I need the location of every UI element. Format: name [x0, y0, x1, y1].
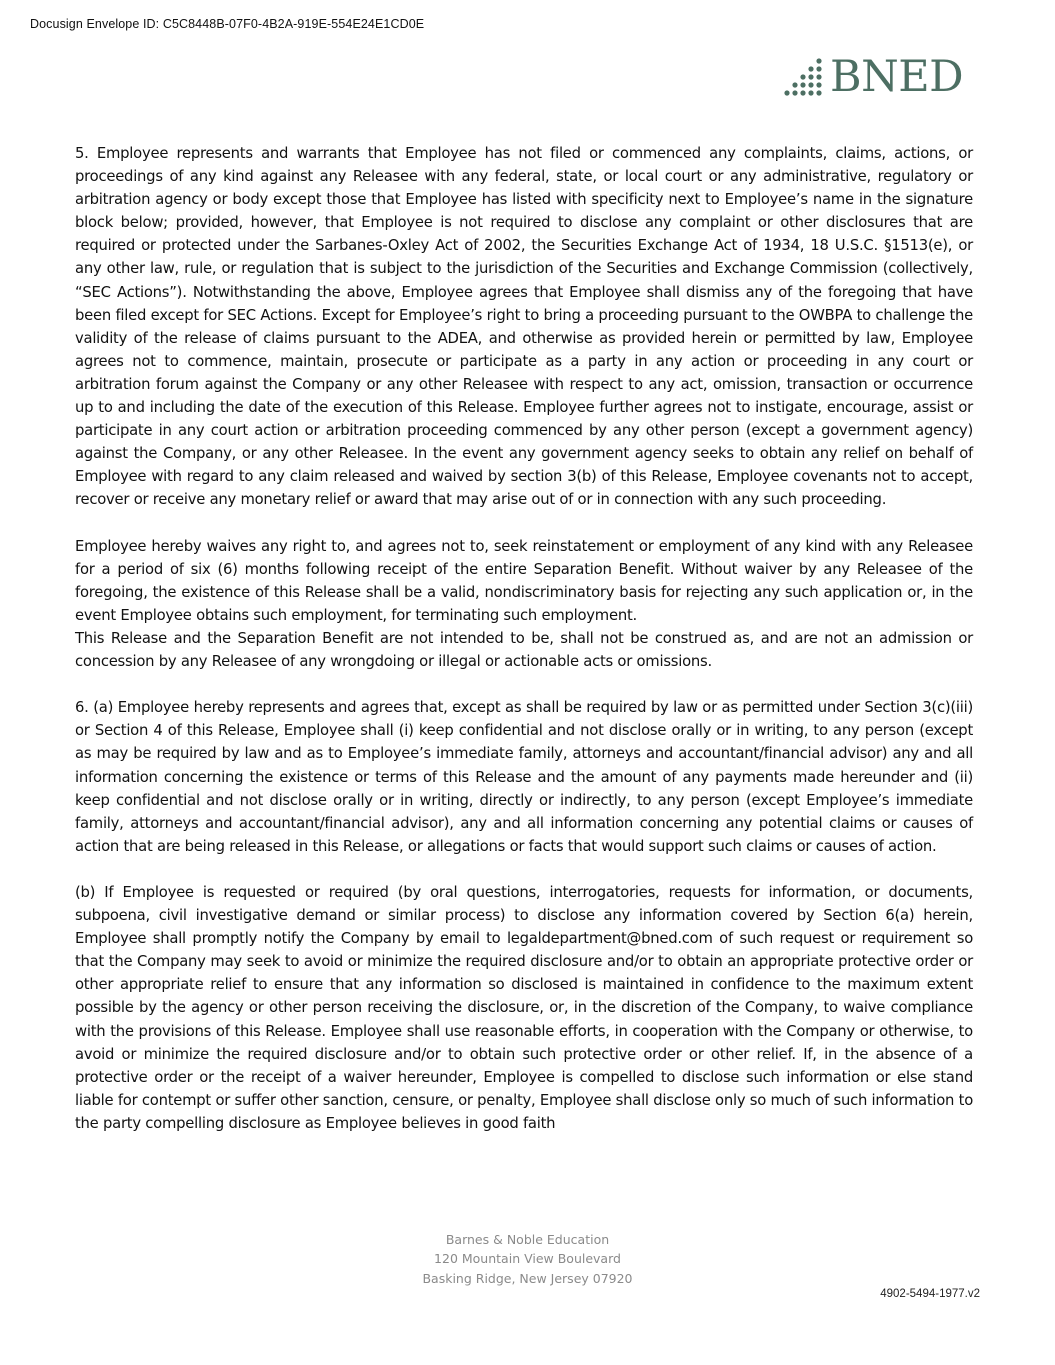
- bned-logo: [782, 52, 974, 104]
- paragraph-section-5: 5. Employee represents and warrants that Employee has not filed or commenced any complaints, claims, actions, or proceedings of any kind against any Releasee with any federal, state, or local court or any administrative, regulatory or arbitration agency or body except those that Employee has listed with specificity next to Employee’s name in the signature block below; provided, however, that Employee is not required to disclose any complaint or other disclosures that are required or protected under the Sarbanes-Oxley Act of 2002, the Securities Exchange Act of 1934, 18 U.S.C. §1513(e), or any other law, rule, or regulation that is subject to the jurisdiction of the Securities and Exchange Commission (collectively, “SEC Actions”). Notwithstanding the above, Employee agrees that Employee shall dismiss any of the foregoing that have been filed except for SEC Actions. Except for Employee’s right to bring a proceeding pursuant to the OWBPA to challenge the validity of the release of claims pursuant to the ADEA, and otherwise as provided herein or permitted by law, Employee agrees not to commence, maintain, prosecute or participate as a party in any action or proceeding in any court or arbitration forum against the Company or any other Releasee with respect to any act, omission, transaction or occurrence up to and including the date of the execution of this Release. Employee further agrees not to instigate, encourage, assist or participate in any court action or arbitration proceeding commenced by any other person (except a government agency) against the Company, or any other Releasee. In the event any government agency seeks to obtain any relief on behalf of Employee with regard to any claim released and waived by section 3(b) of this Release, Employee covenants not to accept, recover or receive any monetary relief or award that may arise out of or in connection with any such proceeding.: [75, 145, 973, 509]
- footer-city: Basking Ridge, New Jersey 07920: [422, 1270, 633, 1286]
- footer-street: 120 Mountain View Boulevard: [434, 1251, 621, 1267]
- paragraph-section-6b: (b) If Employee is requested or required (by oral questions, interrogatories, requests for information, or documents, subpoena, civil investigative demand or similar process) to disclose any information covered by Section 6(a) herein, Employee shall promptly notify the Company by email to legaldepartment@bned.com of such request or requirement so that the Company may seek to avoid or minimize the required disclosure and/or to obtain an appropriate protective order or other appropriate relief to ensure that any information so disclosed is maintained in confidence to the maximum extent possible by the agency or other person receiving the disclosure, or, in the discretion of the Company, to waive compliance with the provisions of this Release. Employee shall use reasonable efforts, in cooperation with the Company or otherwise, to avoid or minimize the required disclosure and/or to obtain such protective order or other relief. If, in the absence of a protective order or the receipt of a waiver hereunder, Employee is compelled to disclose such information or else stand liable for contempt or suffer other sanction, censure, or penalty, Employee shall disclose only so much of such information to the party compelling disclosure as Employee believes in good faith: [75, 884, 973, 1132]
- document-body: [75, 142, 973, 1135]
- footer-address: [0, 1230, 1055, 1288]
- paragraph-section-6a: 6. (a) Employee hereby represents and agrees that, except as shall be required by law or as permitted under Section 3(c)(iii) or Section 4 of this Release, Employee shall (i) keep confidential and not disclose orally or in writing, to any person (except as may be required by law and as to Employee’s immediate family, attorneys and accountant/financial advisor) any and all information concerning the existence or terms of this Release and the amount of any payments made hereunder and (ii) keep confidential and not disclose orally or in writing, directly or indirectly, to any person (except Employee’s immediate family, attorneys and accountant/financial advisor), any and all information concerning any potential claims or causes of action that are being released in this Release, or allegations or facts that would support such claims or causes of action.: [75, 699, 973, 855]
- logo-dots-icon: [782, 56, 830, 104]
- document-number: 4902-5494-1977.v2: [880, 1288, 980, 1300]
- paragraph-reinstatement-waiver: Employee hereby waives any right to, and agrees not to, seek reinstatement or employment of any kind with any Releasee for a period of six (6) months following receipt of the entire Separation Benefit. Without waiver by any Releasee of the foregoing, the existence of this Release shall be a valid, nondiscriminatory basis for rejecting any such application or, in the event Employee obtains such employment, for terminating such employment.: [75, 537, 973, 624]
- docusign-envelope-id: Docusign Envelope ID: C5C8448B-07F0-4B2A-919E-554E24E1CD0E: [30, 17, 425, 31]
- logo-text: BNED: [830, 52, 964, 102]
- footer-company: Barnes & Noble Education: [445, 1232, 610, 1247]
- paragraph-no-admission: This Release and the Separation Benefit are not intended to be, shall not be construed as, and are not an admission or concession by any Releasee of any wrongdoing or illegal or actionable acts or omissions.: [75, 629, 973, 671]
